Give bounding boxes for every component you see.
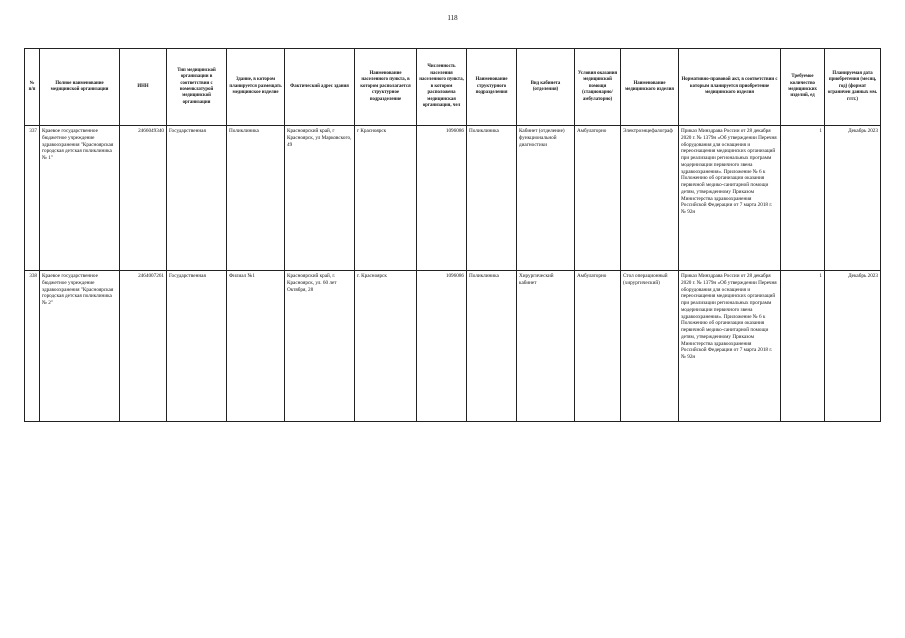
cell-inn: 2466049340 bbox=[120, 126, 167, 271]
col-header-unit: Наименование структурного подразделения bbox=[467, 49, 517, 126]
cell-date: Декабрь 2023 bbox=[825, 126, 881, 271]
col-header-conditions: Условия оказания медицинской помощи (стационарно/амбулаторно) bbox=[575, 49, 621, 126]
cell-address: Красноярский край, г Красноярск, ул Марковского, 49 bbox=[285, 126, 355, 271]
col-header-population: Численность населения населенного пункта, в котором расположена медицинская организация, чел bbox=[417, 49, 467, 126]
cell-building: Поликлиника bbox=[227, 126, 285, 271]
header-row bbox=[25, 49, 881, 126]
cell-num: 337 bbox=[25, 126, 40, 271]
cell-org: Краевое государственное бюджетное учреждение здравоохранения "Красноярская городская детская поликлиника № 1" bbox=[40, 126, 120, 271]
cell-conditions: Амбулаторно bbox=[575, 271, 621, 422]
col-header-type: Тип медицинской организации в соответствии с номенклатурой медицинской организации bbox=[167, 49, 227, 126]
cell-locality: г. Красноярск bbox=[355, 271, 417, 422]
cell-qty: 1 bbox=[781, 126, 825, 271]
col-header-address: Фактический адрес здания bbox=[285, 49, 355, 126]
cell-unit: Поликлиника bbox=[467, 271, 517, 422]
cell-act: Приказ Минздрава России от 28 декабря 2020 г. № 1379н «Об утверждении Перечня оборудования для оснащения и переоснащения медицинских организаций при реализации региональных программ модернизации первичного звена здравоохранения». Приложение № 6 к Положению об организации оказания первичной медико-санитарной помощи детям, утвержденному Приказом Министерства здравоохранения Российской Федерации от 7 марта 2018 г. № 92н bbox=[679, 271, 781, 422]
cell-unit: Поликлиника bbox=[467, 126, 517, 271]
cell-org: Краевое государственное бюджетное учреждение здравоохранения "Красноярская городская детская поликлиника № 2" bbox=[40, 271, 120, 422]
cell-building: Филиал №1 bbox=[227, 271, 285, 422]
cell-address: Красноярский край, г. Красноярск, ул. 60 лет Октября, 28 bbox=[285, 271, 355, 422]
col-header-device: Наименование медицинского изделия bbox=[621, 49, 679, 126]
col-header-cabinet: Вид кабинета (отделения) bbox=[517, 49, 575, 126]
cell-population: 1096086 bbox=[417, 271, 467, 422]
col-header-num: № п/п bbox=[25, 49, 40, 126]
col-header-building: Здание, в котором планируется размещать медицинское изделие bbox=[227, 49, 285, 126]
cell-num: 338 bbox=[25, 271, 40, 422]
cell-cabinet: Хирургический кабинет bbox=[517, 271, 575, 422]
cell-device: Стол операционный (хирургический) bbox=[621, 271, 679, 422]
table-row bbox=[25, 126, 881, 271]
cell-conditions: Амбулаторно bbox=[575, 126, 621, 271]
cell-inn: 2464007261 bbox=[120, 271, 167, 422]
table-row bbox=[25, 271, 881, 422]
cell-population: 1096086 bbox=[417, 126, 467, 271]
col-header-inn: ИНН bbox=[120, 49, 167, 126]
col-header-date: Планируемая дата приобретения (месяц, год) (формат ограничен данных мм. гггг.) bbox=[825, 49, 881, 126]
cell-date: Декабрь 2023 bbox=[825, 271, 881, 422]
col-header-locality: Наименование населенного пункта, в котором располагается структурное подразделение bbox=[355, 49, 417, 126]
cell-type: Государственная bbox=[167, 271, 227, 422]
cell-act: Приказ Минздрава России от 28 декабря 2020 г. № 1379н «Об утверждении Перечня оборудования для оснащения и переоснащения медицинских организаций при реализации региональных программ модернизации первичного звена здравоохранения». Приложение № 6 к Положению об организации оказания первичной медико-санитарной помощи детям, утвержденному Приказом Министерства здравоохранения Российской Федерации от 7 марта 2018 г. № 92н bbox=[679, 126, 781, 271]
col-header-org: Полное наименование медицинской организации bbox=[40, 49, 120, 126]
cell-device: Электроэнцефалограф bbox=[621, 126, 679, 271]
cell-type: Государственная bbox=[167, 126, 227, 271]
page-number: 118 bbox=[447, 14, 458, 22]
cell-cabinet: Кабинет (отделение) функциональной диагностики bbox=[517, 126, 575, 271]
equipment-table bbox=[24, 48, 881, 422]
cell-qty: 1 bbox=[781, 271, 825, 422]
cell-locality: г Красноярск bbox=[355, 126, 417, 271]
col-header-qty: Требуемое количество медицинских изделий, ед bbox=[781, 49, 825, 126]
col-header-act: Нормативно-правовой акт, в соответствии с которым планируется приобретение медицинского изделия bbox=[679, 49, 781, 126]
